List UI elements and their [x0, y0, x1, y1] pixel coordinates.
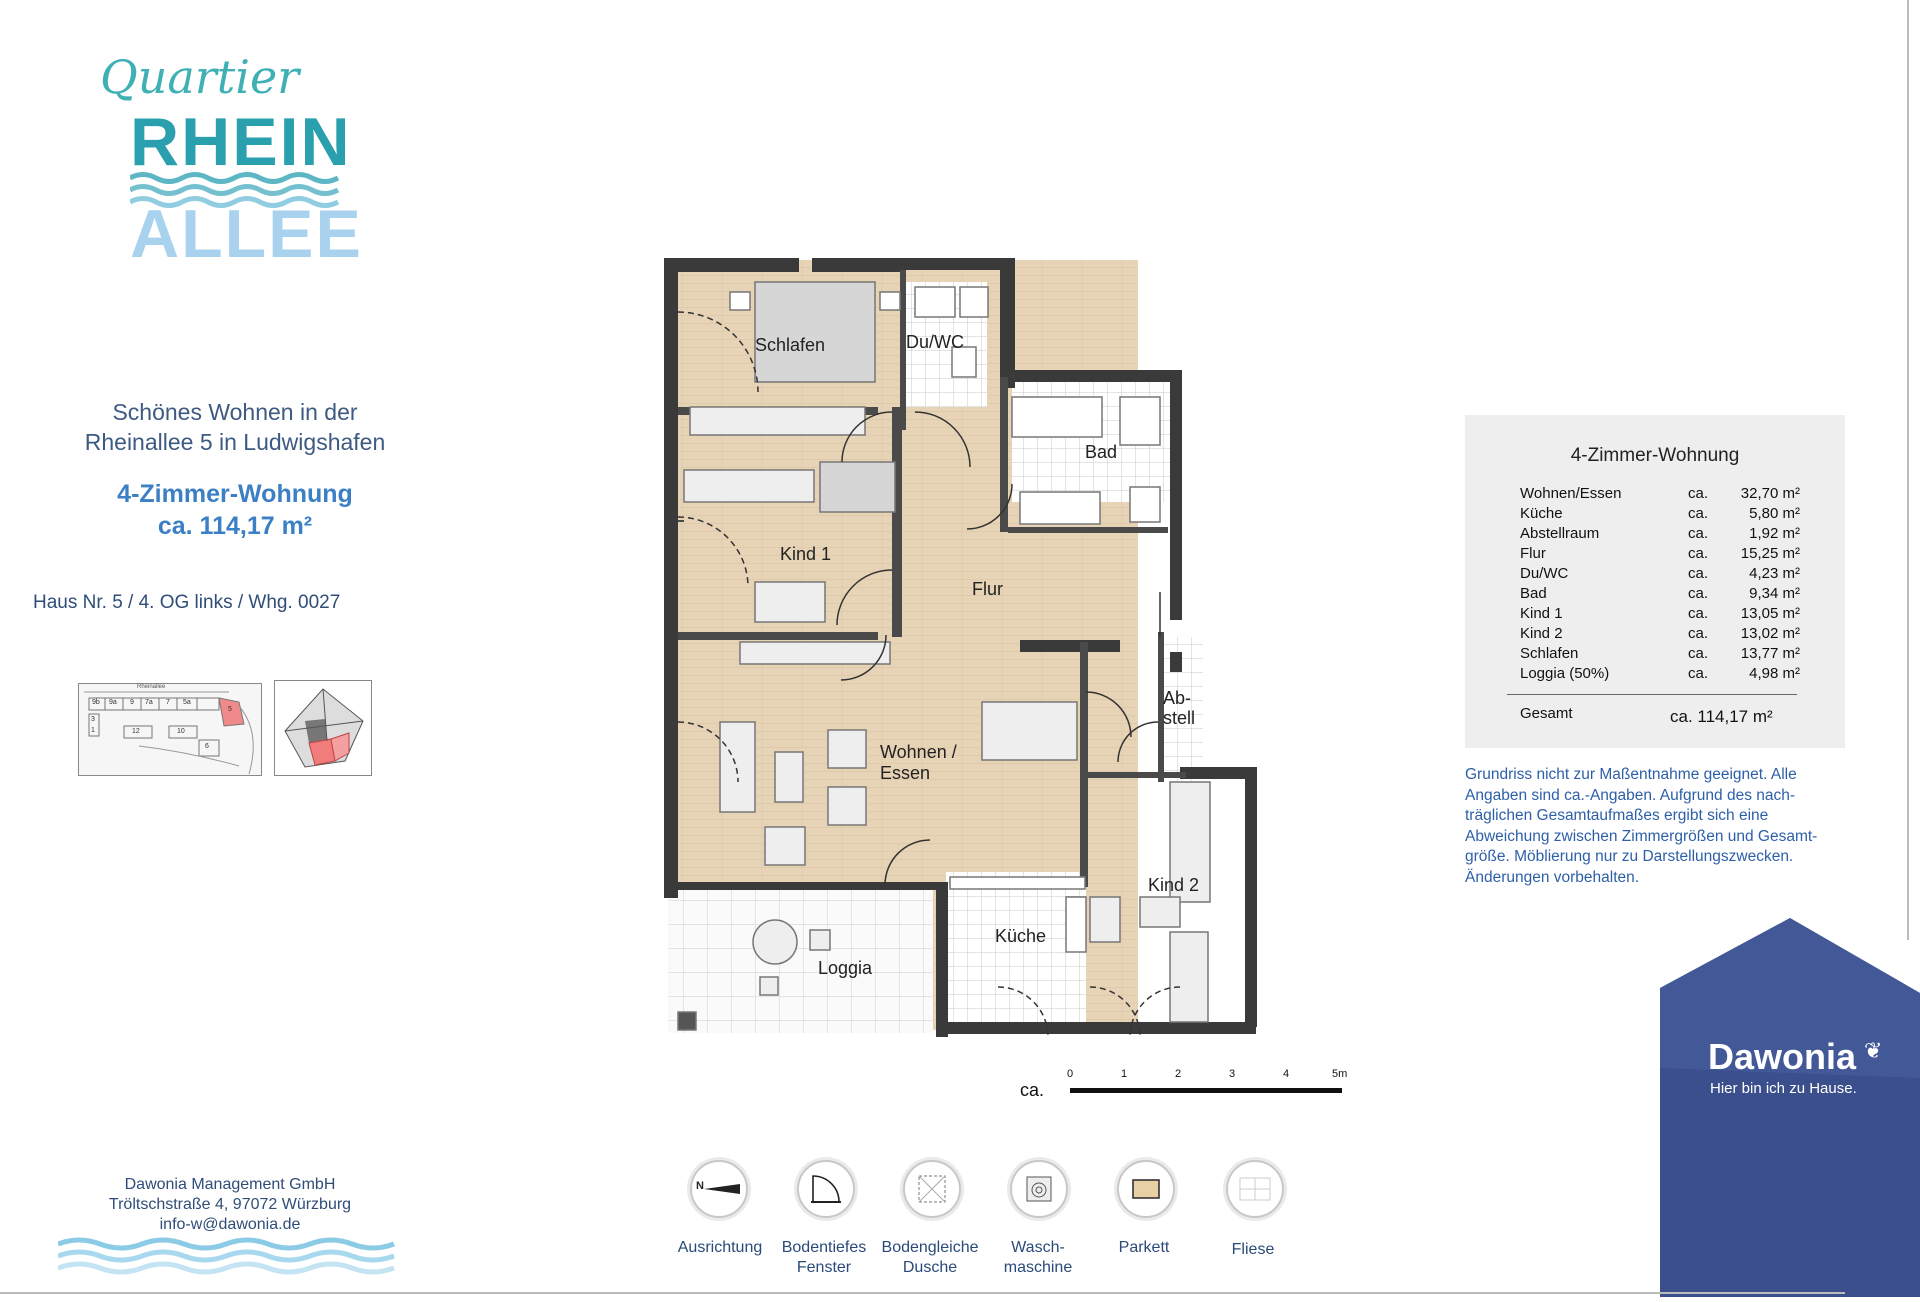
room-label-duwc: Du/WC	[906, 332, 964, 352]
legend-label: Wasch- maschine	[1003, 1239, 1073, 1276]
apartment-type: 4-Zimmer-Wohnung	[117, 480, 353, 508]
room-label-loggia: Loggia	[818, 958, 873, 978]
room-area-row: Kind 2 ca. 13,02 m²	[1520, 625, 1800, 642]
logo-allee-text: ALLEE	[130, 196, 363, 272]
room-label-kind-1: Kind 1	[780, 544, 832, 564]
window-door-icon	[797, 1160, 855, 1218]
quartier-rheinallee-logo	[100, 50, 363, 272]
siteplan-street: Rheinallee	[137, 684, 166, 690]
compass-north-letter: N	[696, 1180, 704, 1192]
room-label-bad: Bad	[1085, 442, 1118, 462]
site-plan-thumbnail	[78, 683, 262, 776]
siteplan-label: 6	[205, 743, 209, 750]
legend-label: Ausrichtung	[677, 1239, 763, 1256]
siteplan-label: 5a	[183, 699, 191, 706]
scale-bar-line	[1070, 1088, 1342, 1093]
note-line: Angaben sind ca.-Angaben. Aufgrund des nach-	[1465, 786, 1796, 804]
apartment-area: ca. 114,17 m²	[157, 512, 313, 540]
company-email[interactable]: info-w@dawonia.de	[159, 1216, 301, 1233]
parquet-icon	[1117, 1160, 1175, 1218]
room-label-schlafen: Schlafen	[755, 335, 826, 355]
company-footer	[70, 1175, 390, 1235]
room-area-row: Loggia (50%) ca. 4,98 m²	[1520, 665, 1800, 682]
summary-total-value: ca. 114,17 m²	[1670, 707, 1773, 726]
room-label-essen: Essen	[880, 763, 931, 783]
dawonia-logo-text: Dawonia	[1708, 1036, 1857, 1077]
room-label-kueche: Küche	[995, 926, 1047, 946]
siteplan-label: 10	[177, 728, 185, 735]
summary-total-label: Gesamt	[1520, 705, 1573, 722]
note-line: Abweichung zwischen Zimmergrößen und Gesamt-	[1465, 827, 1818, 845]
floor-position-thumbnail	[274, 680, 372, 776]
room-area-row: Schlafen ca. 13,77 m²	[1520, 645, 1800, 662]
intro-text	[30, 397, 440, 457]
heart-icon: ❦	[1864, 1038, 1883, 1063]
note-line: Grundriss nicht zur Maßentnahme geeignet. Alle	[1465, 766, 1797, 783]
legend-label: Bodengleiche Dusche	[881, 1239, 979, 1276]
compass-icon	[690, 1160, 748, 1218]
intro-line-2: Rheinallee 5 in Ludwigshafen	[84, 429, 386, 455]
room-label-abstell-2: stell	[1163, 708, 1196, 728]
washing-machine-icon	[1010, 1160, 1068, 1218]
room-area-row: Kind 1 ca. 13,05 m²	[1520, 605, 1800, 622]
scale-tick: 1	[1121, 1068, 1128, 1080]
scale-tick: 2	[1175, 1068, 1182, 1080]
scale-tick: 4	[1283, 1068, 1290, 1080]
dawonia-tagline: Hier bin ich zu Hause.	[1710, 1080, 1857, 1097]
legend	[660, 1160, 1300, 1285]
unit-address: Haus Nr. 5 / 4. OG links / Whg. 0027	[33, 592, 341, 613]
company-name: Dawonia Management GmbH	[124, 1176, 336, 1193]
footer-waves	[58, 1236, 400, 1276]
scale-bar	[1020, 1068, 1360, 1108]
scale-tick: 5m	[1332, 1068, 1348, 1080]
room-area-row: Flur ca. 15,25 m²	[1520, 545, 1800, 562]
tiles-icon	[1226, 1160, 1284, 1218]
note-line: größe. Möblierung nur zu Darstellungszwecken.	[1465, 848, 1794, 865]
intro-line-1: Schönes Wohnen in der	[112, 399, 358, 425]
room-area-row: Du/WC ca. 4,23 m²	[1520, 565, 1800, 582]
siteplan-label: 9	[130, 699, 134, 706]
room-area-row: Küche ca. 5,80 m²	[1520, 505, 1800, 522]
siteplan-label: 9a	[109, 699, 117, 706]
apartment-heading	[30, 478, 440, 542]
siteplan-label: 9b	[92, 699, 100, 706]
page-right-border	[1907, 0, 1909, 940]
room-area-row: Wohnen/Essen ca. 32,70 m²	[1520, 485, 1800, 502]
area-summary-box	[1465, 415, 1845, 748]
legend-label: Bodentiefes Fenster	[781, 1239, 867, 1276]
siteplan-label: 12	[132, 728, 140, 735]
siteplan-label: 7	[166, 699, 170, 706]
siteplan-label: 7a	[145, 699, 153, 706]
scale-prefix: ca.	[1020, 1080, 1045, 1100]
logo-script-text: Quartier	[100, 50, 300, 104]
legend-label: Parkett	[1118, 1239, 1170, 1256]
logo-rhein-text: RHEIN	[130, 104, 352, 180]
room-area-row: Bad ca. 9,34 m²	[1520, 585, 1800, 602]
room-area-row: Abstellraum ca. 1,92 m²	[1520, 525, 1800, 542]
dawonia-brand-badge	[1660, 918, 1920, 1297]
legend-label: Fliese	[1231, 1241, 1275, 1258]
page-bottom-border	[0, 1292, 1845, 1294]
scale-tick: 3	[1229, 1068, 1236, 1080]
room-label-flur: Flur	[972, 579, 1003, 599]
room-label-kind-2: Kind 2	[1148, 875, 1200, 895]
scale-tick: 0	[1067, 1068, 1074, 1080]
company-street: Tröltschstraße 4, 97072 Würzburg	[108, 1196, 352, 1213]
shower-icon	[903, 1160, 961, 1218]
disclaimer-note	[1465, 765, 1865, 888]
room-label-wohnen: Wohnen /	[880, 742, 957, 762]
note-line: träglichen Gesamtaufmaßes ergibt sich eine	[1465, 807, 1769, 824]
room-area-list	[1520, 485, 1800, 695]
floor-plan	[660, 252, 1280, 1042]
note-line: Änderungen vorbehalten.	[1465, 868, 1640, 886]
summary-title: 4-Zimmer-Wohnung	[1570, 445, 1740, 466]
siteplan-label: 1	[91, 727, 95, 734]
siteplan-label: 5	[228, 706, 232, 713]
room-label-abstell: Ab-	[1163, 688, 1192, 708]
summary-divider	[1507, 694, 1797, 695]
siteplan-label: 3	[91, 716, 95, 723]
